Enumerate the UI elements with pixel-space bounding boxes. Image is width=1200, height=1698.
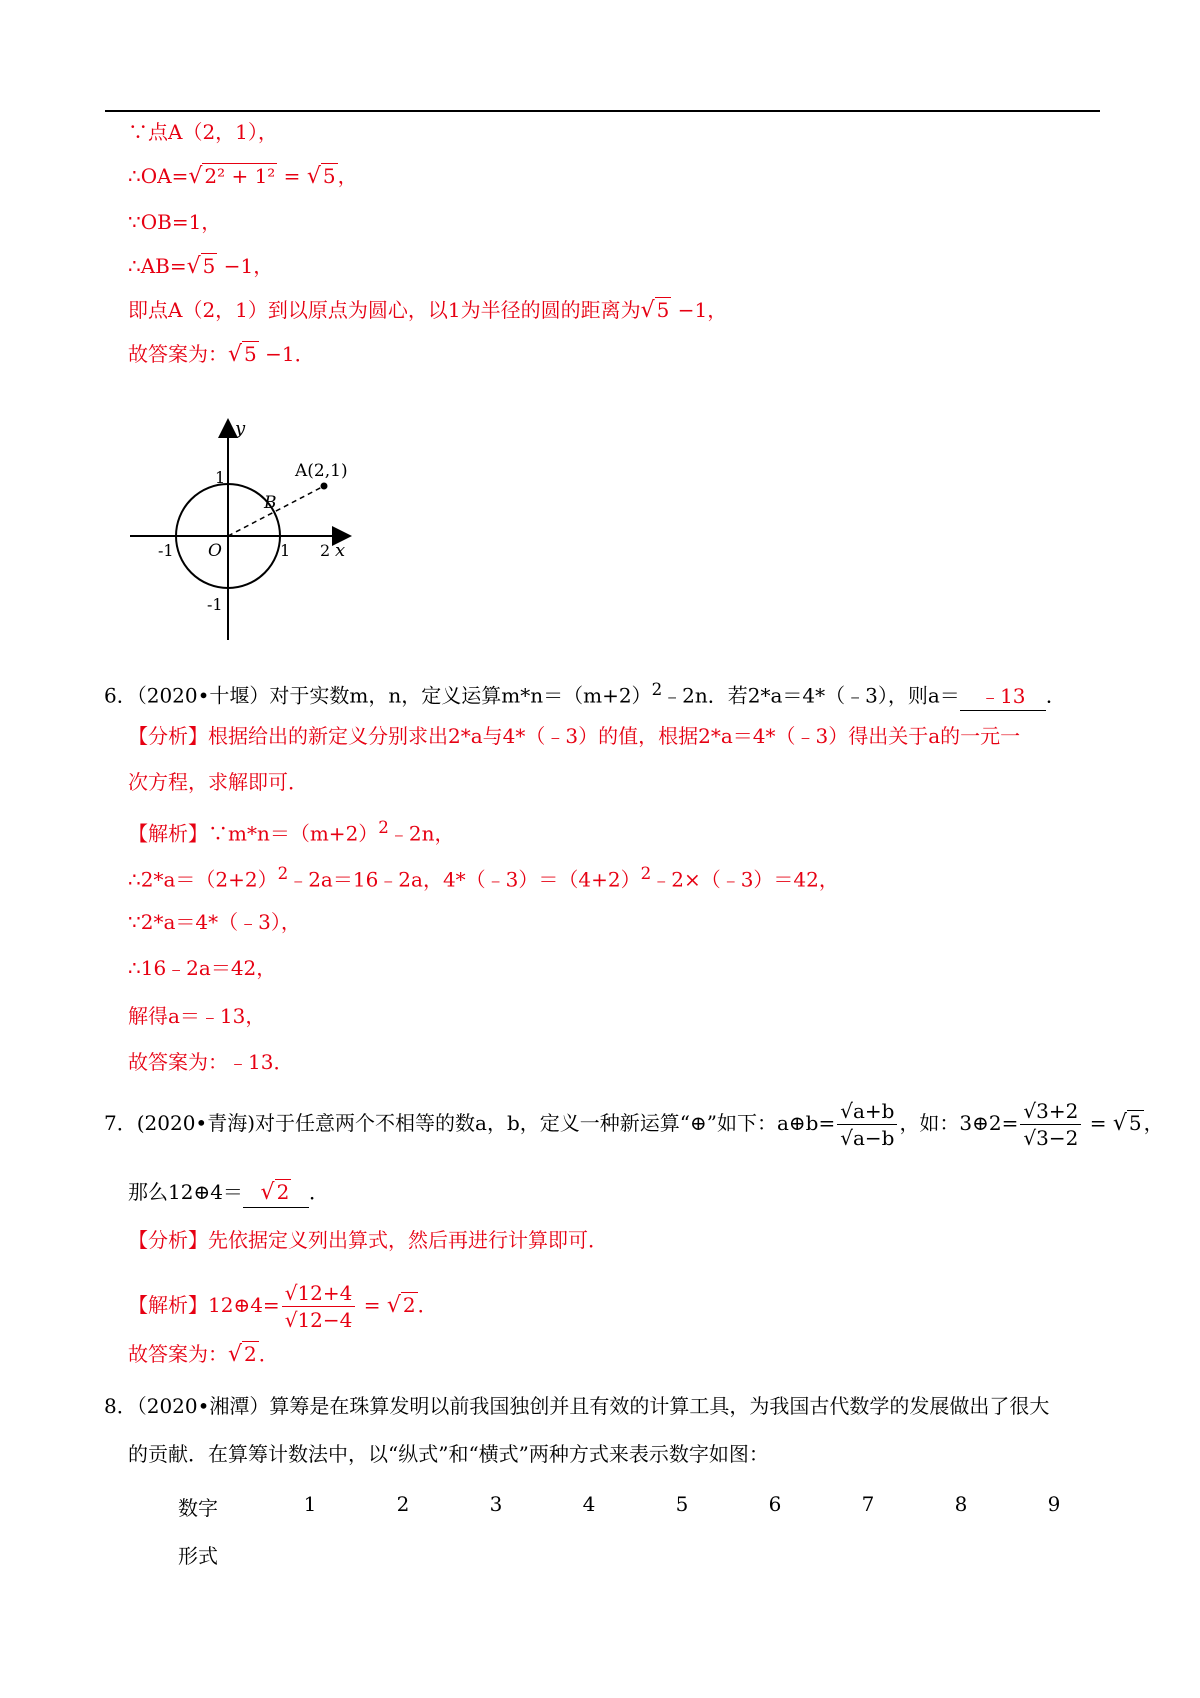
q6-solution-2: $\therefore 2*a=(2+2)^2﹣2a=16﹣2a$，$4*(﹣3)=(4+2)^2﹣2\times(﹣3)=42$， [128,864,839,892]
solution-line-4: ∴AB=√ 5 −1， [128,254,274,279]
solution-line-2: ∴OA=√ 2² + 1² = √ 5 ， [128,164,358,189]
x-axis-label: x [335,540,346,561]
digit-cell: 5 [675,1492,689,1516]
point-a-label: A(2,1) [295,461,348,481]
digit-cell: 2 [396,1492,410,1516]
q7-answer-blank: √ 2 [243,1178,309,1208]
coordinate-figure [130,418,390,648]
q6-solution-1: 【解析】$\because m*n=(m+2)^2﹣2n$， [128,818,455,846]
digit-table-row [178,1492,1098,1522]
digit-cell: 3 [489,1492,503,1516]
point-a [321,483,328,490]
digit-cell: 7 [861,1492,875,1516]
q7-final: 故答案为：√ 2 ． [128,1342,279,1367]
tick-neg1-y: -1 [207,595,223,614]
q6-answer-blank: ﹣13 [960,682,1046,711]
point-b-label: B [264,493,277,513]
tick-neg1-x: -1 [158,541,174,560]
tick-2-x: 2 [320,541,331,560]
q8-stem-1: 8．（2020•湘潭）算筹是在珠算发明以前我国独创并且有效的计算工具，为我国古代数学的发展做出了很大 [104,1394,1050,1418]
y-axis-label: y [235,418,246,439]
q7-fraction-2: $\frac{√3+2}{√3-2}$ [1020,1098,1081,1151]
q7-stem: 7．(2020•青海)对于任意两个不相等的数a，b，定义一种新运算“⊕”如下：a⊕b= $\frac{√a+b}{√a-b}$ ，如：3⊕2= $\frac{√3+2}{√3-2}$ = √ 5 ， [104,1099,1164,1150]
header-rule [105,110,1100,112]
digit-cell: 4 [582,1492,596,1516]
circle-diagram [130,418,390,648]
table-head-digit: 数字 [178,1496,218,1520]
q6-solution-5: 解得a＝﹣13， [128,1004,266,1028]
digit-cell: 9 [1047,1492,1061,1516]
q7-solution-fraction: $\frac{√12+4}{√12-4}$ [282,1280,356,1333]
q7-solution: 【解析】12⊕4= $\frac{√12+4}{√12-4}$ = √ 2 ． [128,1281,438,1332]
digit-cell: 8 [954,1492,968,1516]
q7-fraction-1: $\frac{√a+b}{√a-b}$ [837,1098,897,1151]
q7-stem-2: 那么12⊕4＝ √ 2 ． [128,1178,329,1208]
digit-cell: 6 [768,1492,782,1516]
q6-analysis-2: 次方程，求解即可． [128,770,308,794]
solution-line-1: ∵点A（2，1）， [128,120,278,144]
origin-label: O [208,541,222,561]
q6-solution-3: ∵2*a＝4*（﹣3）， [128,910,301,934]
tick-1-x: 1 [280,541,291,560]
table-head-form: 形式 [178,1544,218,1568]
form-table-row [178,1540,1098,1570]
tick-1-y: 1 [215,468,226,487]
q6-analysis-1: 【分析】根据给出的新定义分别求出2*a与4*（﹣3）的值，根据2*a＝4*（﹣3）得出关于a的一元一 [128,724,1021,748]
sqrt-expression: √ 2² + 1² [188,164,276,189]
digit-cell: 1 [303,1492,317,1516]
q6-solution-6: 故答案为：﹣13． [128,1050,294,1074]
solution-line-3: ∵OB=1， [128,210,222,234]
q6-stem: 6．（2020•十堰）对于实数m，n，定义运算$m*n=(m+2)^2﹣2n$．若2*a＝4*（﹣3），则a＝ ﹣13 ． [104,676,1066,711]
q7-analysis: 【分析】先依据定义列出算式，然后再进行计算即可． [128,1228,608,1252]
q8-stem-2: 的贡献．在算筹计数法中，以“纵式”和“横式”两种方式来表示数字如图： [128,1442,769,1466]
solution-line-5: 即点A（2，1）到以原点为圆心，以1为半径的圆的距离为√ 5 −1， [128,298,728,323]
solution-line-6: 故答案为：√ 5 −1． [128,342,315,367]
q6-solution-4: ∴16﹣2a＝42， [128,956,277,980]
